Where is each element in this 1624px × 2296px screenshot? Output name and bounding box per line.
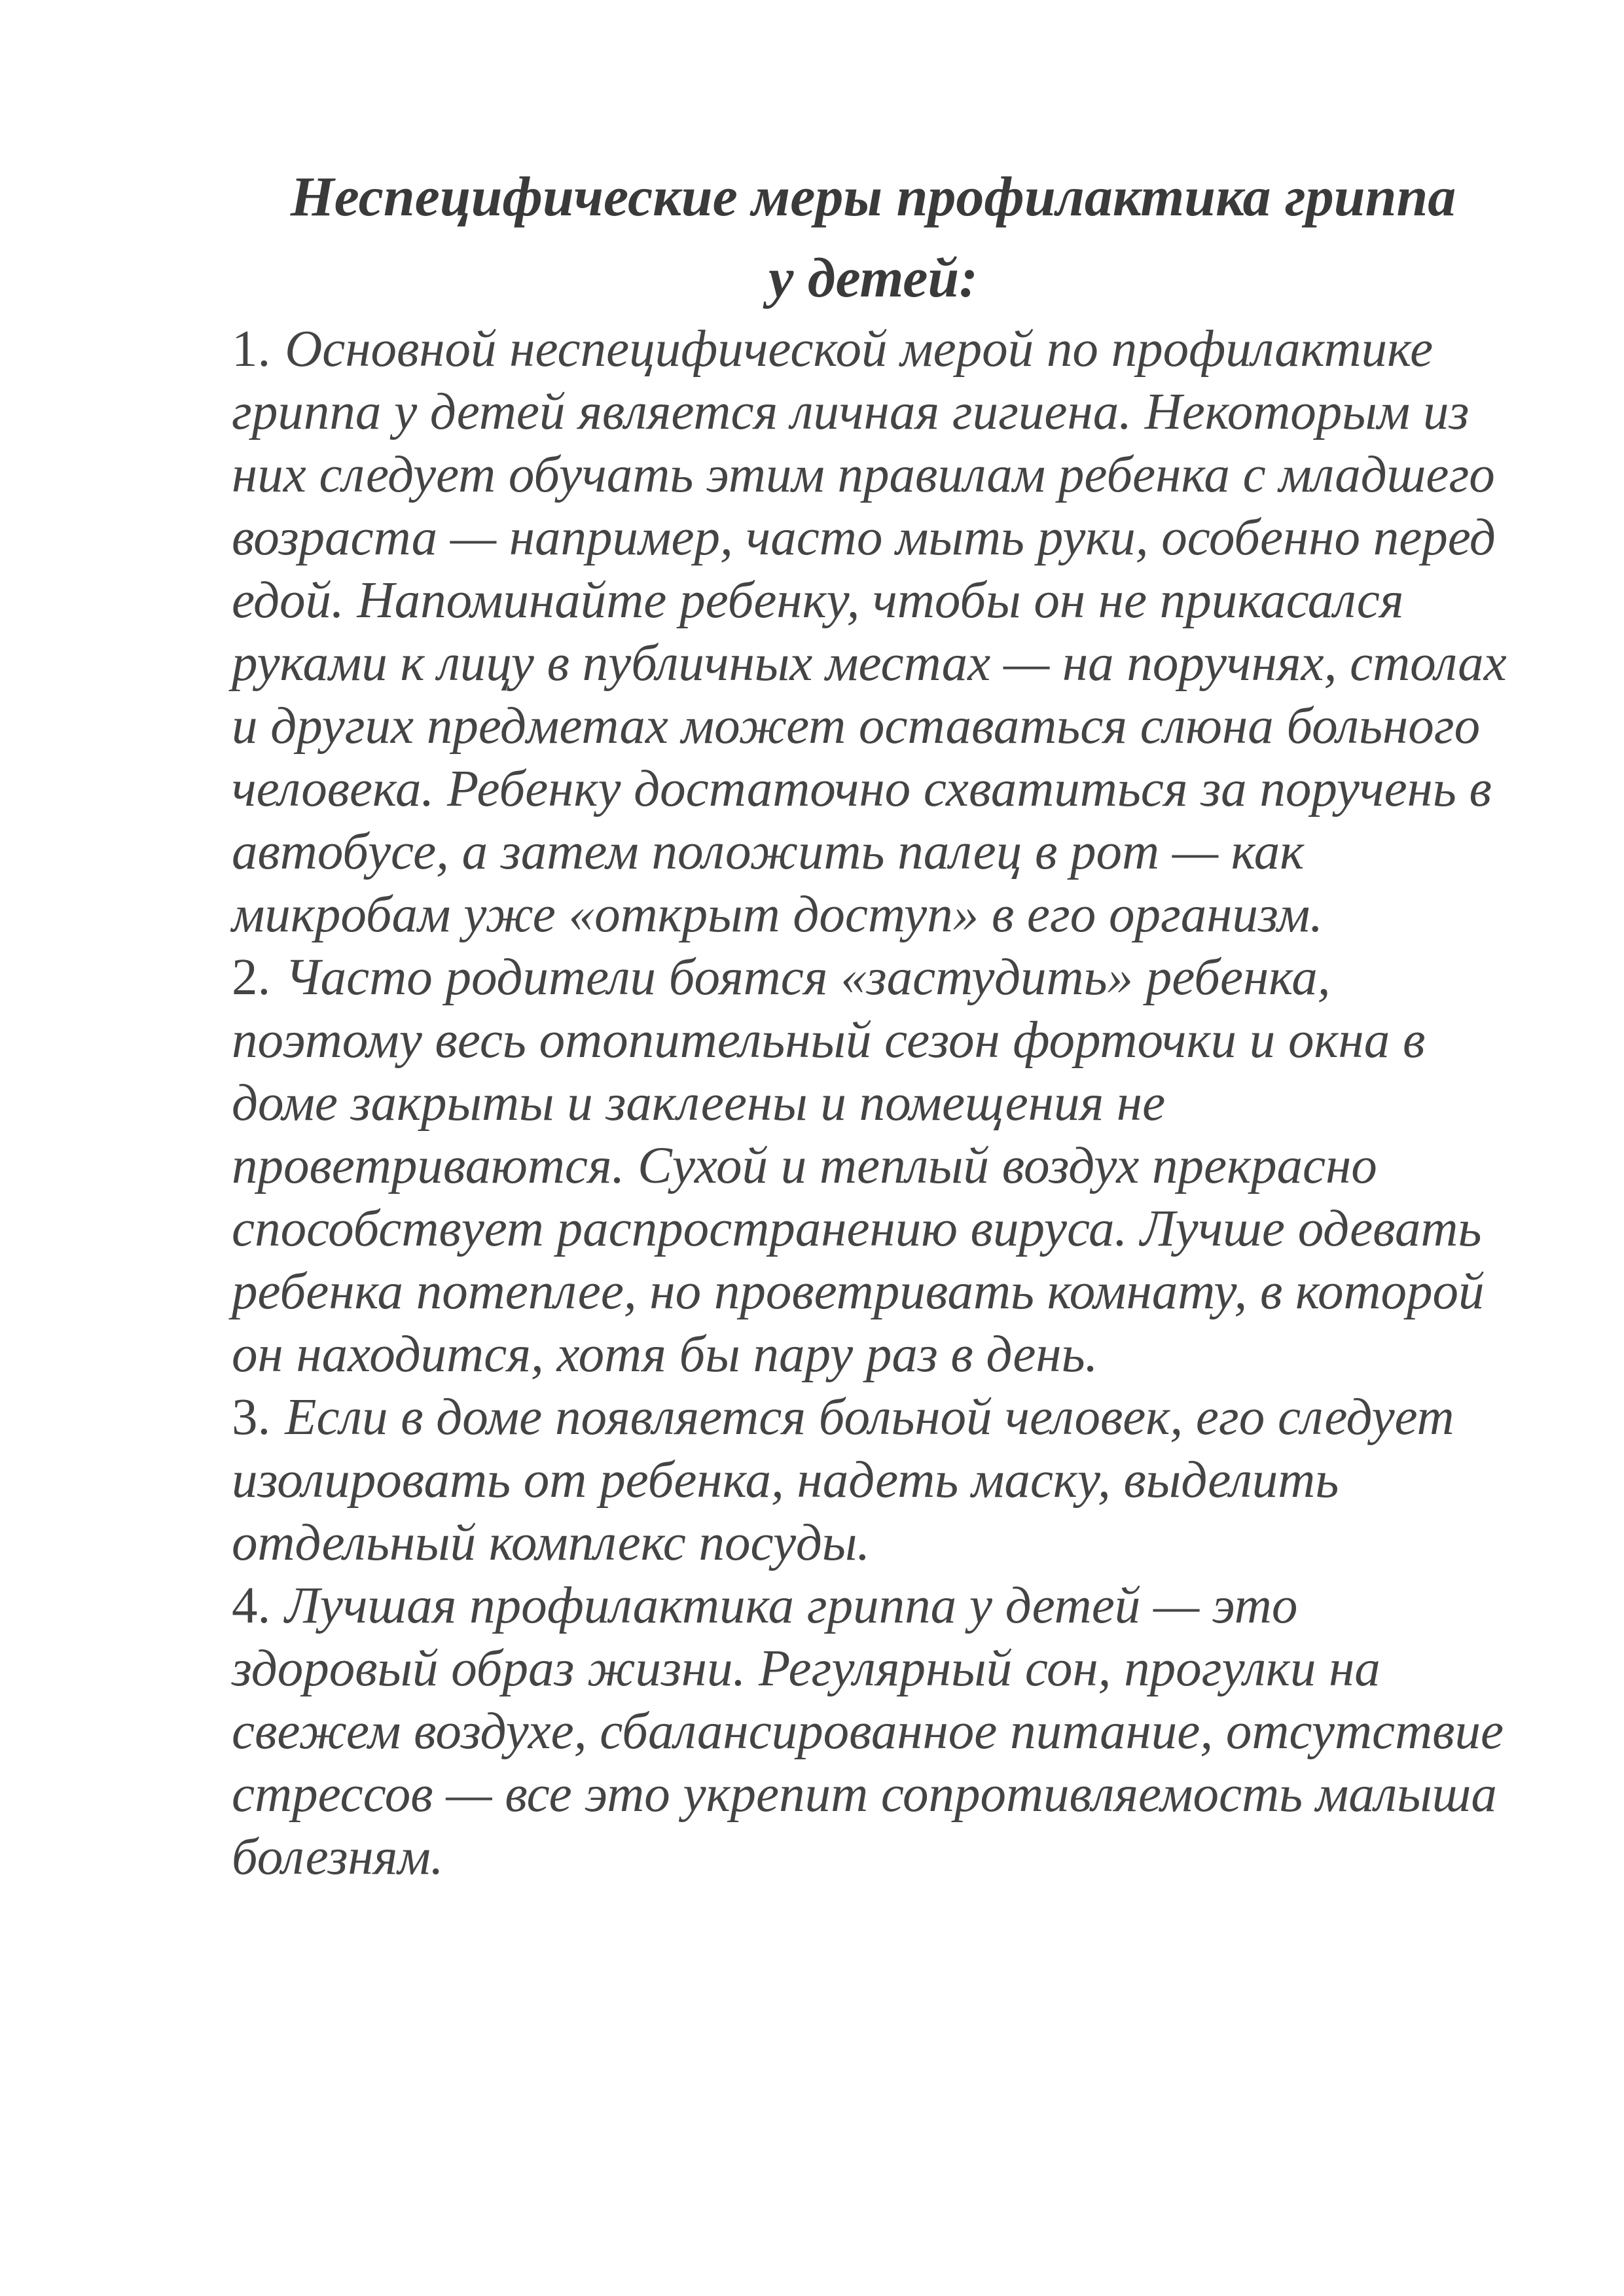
item-number: 2.: [232, 949, 271, 1006]
item-text: Лучшая профилактика гриппа у детей — это здоровый образ жизни. Регулярный сон, прогулки на свежем воздухе, сбалансированное питание, отсутствие стрессов — все это укрепит сопротивляемость малыша болезням.: [232, 1577, 1504, 1886]
list-item: [232, 1386, 1515, 1575]
item-text: Часто родители боятся «застудить» ребенка, поэтому весь отопительный сезон форточки и окна в доме закрыты и заклеены и помещения не проветриваются. Сухой и теплый воздух прекрасно способствует распространению вируса. Лучше одевать ребенка потеплее, но проветривать комнату, в которой он находится, хотя бы пару раз в день.: [232, 949, 1485, 1383]
item-number: 3.: [232, 1389, 271, 1446]
document-page: [232, 156, 1515, 1889]
item-text: Основной неспецифической мерой по профилактике гриппа у детей является личная гигиена. Некоторым из них следует обучать этим правилам ребенка с младшего возраста — например, часто мыть руки, особенно перед едой. Напоминайте ребенку, чтобы он не прикасался руками к лицу в публичных местах — на поручнях, столах и других предметах может оставаться слюна больного человека. Ребенку достаточно схватиться за поручень в автобусе, а затем положить палец в рот — как микробам уже «открыт доступ» в его организм.: [232, 321, 1507, 943]
prevention-list: [232, 318, 1515, 1889]
title-line-1: Неспецифические меры профилактика гриппа: [290, 165, 1456, 228]
list-item: [232, 1575, 1515, 1889]
list-item: [232, 318, 1515, 946]
item-number: 4.: [232, 1577, 271, 1634]
item-text: Если в доме появляется больной человек, его следует изолировать от ребенка, надеть маску, выделить отдельный комплекс посуды.: [232, 1389, 1454, 1571]
title-line-2: у детей:: [768, 246, 978, 309]
list-item: [232, 946, 1515, 1386]
item-number: 1.: [232, 321, 271, 378]
document-title: [232, 156, 1515, 318]
